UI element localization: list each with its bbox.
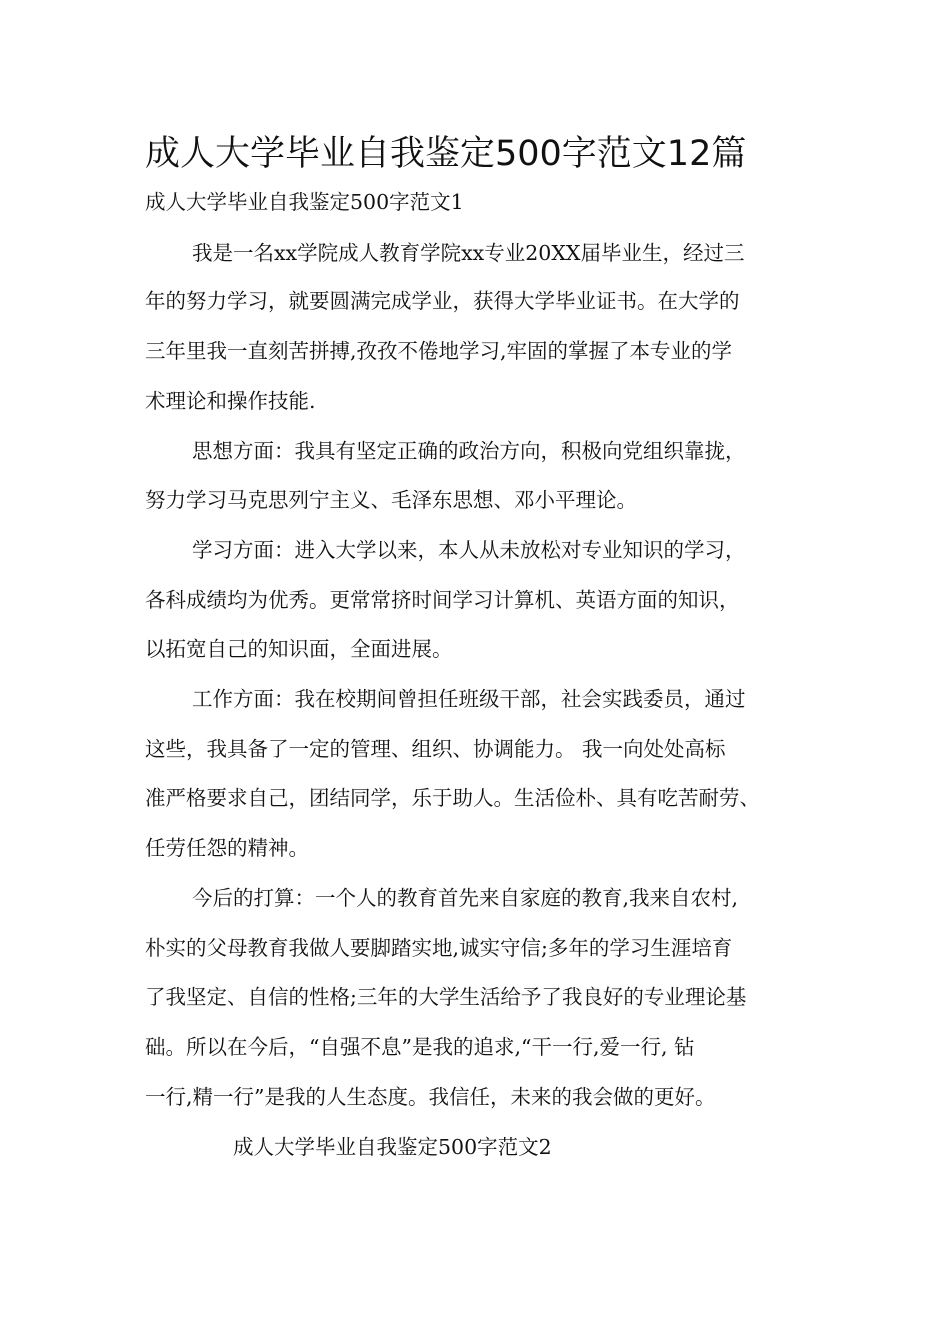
paragraph-line: 术理论和操作技能. [145,389,316,413]
section-heading: 成人大学毕业自我鉴定500字范文2 [233,1135,552,1159]
paragraph-line: 这些，我具备了一定的管理、组织、协调能力。 我一向处处高标 [145,737,726,761]
paragraph-line: 年的努力学习，就要圆满完成学业，获得大学毕业证书。在大学的 [145,289,740,313]
paragraph-line: 朴实的父母教育我做人要脚踏实地,诚实守信;多年的学习生涯培育 [145,936,733,960]
paragraph-line: 学习方面：进入大学以来，本人从未放松对专业知识的学习， [192,538,746,562]
paragraph-line: 础。所以在今后，“自强不息”是我的追求,“干一行,爱一行, 钻 [145,1035,695,1059]
paragraph-line: 今后的打算：一个人的教育首先来自家庭的教育,我来自农村, [192,886,739,910]
section-heading: 成人大学毕业自我鉴定500字范文1 [145,190,464,214]
paragraph-line: 三年里我一直刻苦拼搏,孜孜不倦地学习,牢固的掌握了本专业的学 [145,339,733,363]
paragraph-line: 任劳任怨的精神。 [145,836,309,860]
paragraph-line: 思想方面：我具有坚定正确的政治方向，积极向党组织靠拢， [192,439,746,463]
paragraph-line: 了我坚定、自信的性格;三年的大学生活给予了我良好的专业理论基 [145,985,747,1009]
document-title: 成人大学毕业自我鉴定500字范文12篇 [145,134,747,174]
paragraph-line: 各科成绩均为优秀。更常常挤时间学习计算机、英语方面的知识， [145,588,740,612]
paragraph-line: 以拓宽自己的知识面，全面进展。 [145,637,453,661]
paragraph-line: 努力学习马克思列宁主义、毛泽东思想、邓小平理论。 [145,488,637,512]
paragraph-line: 我是一名xx学院成人教育学院xx专业20XX届毕业生，经过三 [192,241,745,265]
paragraph-line: 工作方面：我在校期间曾担任班级干部，社会实践委员，通过 [192,687,746,711]
paragraph-line: 一行,精一行”是我的人生态度。我信任，未来的我会做的更好。 [145,1085,716,1109]
paragraph-line: 准严格要求自己，团结同学，乐于助人。生活俭朴、具有吃苦耐劳、 [145,786,760,810]
